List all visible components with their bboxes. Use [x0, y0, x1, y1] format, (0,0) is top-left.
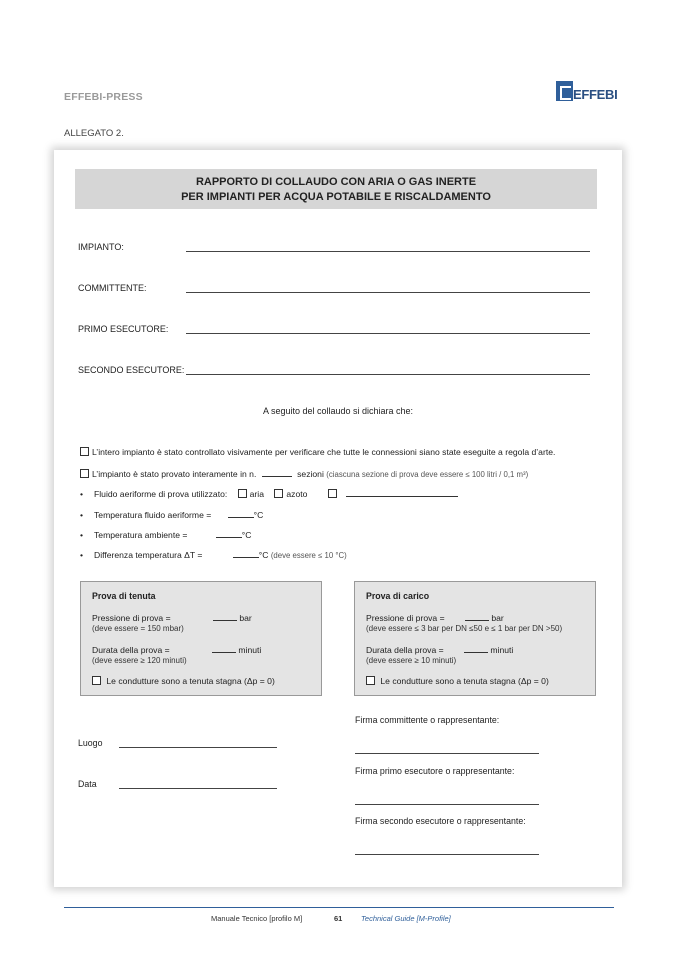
panel-prova-carico — [354, 581, 596, 696]
carico-pressure-label: Pressione di prova = — [366, 613, 445, 623]
form-title-line1: RAPPORTO DI COLLAUDO CON ARIA O GAS INERTE — [195, 176, 477, 188]
tenuta-duration-note: (deve essere ≥ 120 minuti) — [92, 656, 187, 665]
tenuta-check-row — [92, 676, 275, 686]
tenuta-pressure-label: Pressione di prova = — [92, 613, 171, 623]
check-visual-row — [80, 447, 555, 457]
carico-duration-note: (deve essere ≥ 10 minuti) — [366, 656, 457, 665]
impianto-label: IMPIANTO: — [78, 242, 124, 252]
footer-manual: Manuale Tecnico [profilo M] — [211, 914, 303, 923]
bullet-icon: • — [80, 489, 84, 499]
data-label: Data — [78, 779, 97, 789]
footer-page-number: 61 — [334, 914, 343, 923]
tenuta-duration-label: Durata della prova = — [92, 645, 170, 655]
primo-esecutore-field[interactable] — [186, 333, 590, 334]
sections-word: sezioni — [297, 469, 324, 479]
temp-ambient-unit: °C — [241, 530, 252, 540]
form-title-box — [75, 169, 597, 209]
check-sections-label: L’impianto è stato provato interamente in n. — [92, 469, 257, 479]
brand-name: EFFEBI-PRESS — [64, 91, 143, 103]
bullet-icon: • — [80, 550, 84, 560]
temp-ambient-label: Temperatura ambiente = — [94, 530, 188, 540]
temp-fluid-row — [80, 509, 263, 520]
panel-tenuta-title: Prova di tenuta — [92, 591, 156, 601]
committente-field[interactable] — [186, 292, 590, 293]
sig-primo-field[interactable] — [355, 804, 539, 805]
temp-ambient-row — [80, 529, 251, 540]
carico-pressure-note: (deve essere ≤ 3 bar per DN ≤50 e ≤ 1 bar per DN >50) — [366, 624, 563, 633]
carico-pressure-unit: bar — [491, 613, 504, 623]
sections-note: (ciascuna sezione di prova deve essere ≤ 100 litri / 0,1 m³) — [326, 470, 529, 479]
sig-secondo-label: Firma secondo esecutore o rappresentante: — [355, 816, 526, 826]
tenuta-pressure-unit: bar — [239, 613, 252, 623]
temp-fluid-unit: °C — [253, 510, 264, 520]
checkbox-other-fluid[interactable] — [328, 489, 337, 498]
check-visual-label: L’intero impianto è stato controllato visivamente per verificare che tutte le connessioni siano state eseguite a regola d’arte. — [92, 447, 556, 457]
declaration-intro: A seguito del collaudo si dichiara che: — [262, 406, 414, 416]
temp-fluid-label: Temperatura fluido aeriforme = — [94, 510, 212, 520]
temp-diff-label: Differenza temperatura ΔT = — [94, 550, 203, 560]
fluid-row — [80, 488, 458, 499]
footer-guide: Technical Guide [M-Profile] — [361, 914, 451, 923]
carico-pressure-row — [366, 612, 504, 623]
check-sections-row — [80, 468, 528, 479]
sections-count-field[interactable] — [262, 468, 292, 477]
temp-fluid-field[interactable] — [228, 509, 254, 518]
tenuta-pressure-row — [92, 612, 252, 623]
carico-duration-label: Durata della prova = — [366, 645, 444, 655]
logo-text: EFFEBI — [573, 87, 618, 102]
tenuta-check-label: Le condutture sono a tenuta stagna (Δp = 0) — [106, 676, 275, 686]
tenuta-duration-field[interactable] — [212, 644, 236, 653]
sig-secondo-field[interactable] — [355, 854, 539, 855]
checkbox-carico-stagna[interactable] — [366, 676, 375, 685]
checkbox-visual[interactable] — [80, 447, 89, 456]
tenuta-pressure-note: (deve essere = 150 mbar) — [92, 624, 184, 633]
committente-label: COMMITTENTE: — [78, 283, 147, 293]
footer-divider — [64, 907, 614, 908]
sig-committente-field[interactable] — [355, 753, 539, 754]
carico-check-label: Le condutture sono a tenuta stagna (Δp = 0) — [380, 676, 549, 686]
temp-ambient-field[interactable] — [216, 529, 242, 538]
tenuta-duration-row — [92, 644, 261, 655]
logo-mark-icon — [556, 81, 573, 101]
secondo-esecutore-label: SECONDO ESECUTORE: — [78, 365, 185, 375]
impianto-field[interactable] — [186, 251, 590, 252]
panel-carico-title: Prova di carico — [366, 591, 430, 601]
luogo-field[interactable] — [119, 747, 277, 748]
temp-diff-unit: °C — [258, 550, 269, 560]
carico-duration-unit: minuti — [490, 645, 514, 655]
checkbox-aria[interactable] — [238, 489, 247, 498]
panel-prova-tenuta — [80, 581, 322, 696]
checkbox-sections[interactable] — [80, 469, 89, 478]
carico-pressure-field[interactable] — [465, 612, 489, 621]
form-title-line2: PER IMPIANTI PER ACQUA POTABILE E RISCALDAMENTO — [181, 191, 491, 203]
sig-primo-label: Firma primo esecutore o rappresentante: — [355, 766, 515, 776]
tenuta-pressure-field[interactable] — [213, 612, 237, 621]
other-fluid-field[interactable] — [346, 488, 458, 497]
sig-committente-label: Firma committente o rappresentante: — [355, 715, 500, 725]
bullet-icon: • — [80, 530, 84, 540]
bullet-icon: • — [80, 510, 84, 520]
temp-diff-field[interactable] — [233, 549, 259, 558]
data-field[interactable] — [119, 788, 277, 789]
carico-duration-row — [366, 644, 513, 655]
effebi-logo — [556, 81, 616, 105]
carico-duration-field[interactable] — [464, 644, 488, 653]
fluid-aria-label: aria — [249, 489, 264, 499]
fluid-azoto-label: azoto — [286, 489, 308, 499]
secondo-esecutore-field[interactable] — [186, 374, 590, 375]
checkbox-tenuta-stagna[interactable] — [92, 676, 101, 685]
primo-esecutore-label: PRIMO ESECUTORE: — [78, 324, 169, 334]
attachment-label: ALLEGATO 2. — [64, 128, 124, 139]
fluid-label: Fluido aeriforme di prova utilizzato: — [94, 489, 228, 499]
temp-diff-row — [80, 549, 347, 560]
luogo-label: Luogo — [78, 738, 103, 748]
form-sheet — [54, 150, 622, 887]
checkbox-azoto[interactable] — [274, 489, 283, 498]
tenuta-duration-unit: minuti — [238, 645, 262, 655]
carico-check-row — [366, 676, 549, 686]
temp-diff-note: (deve essere ≤ 10 °C) — [270, 551, 347, 560]
